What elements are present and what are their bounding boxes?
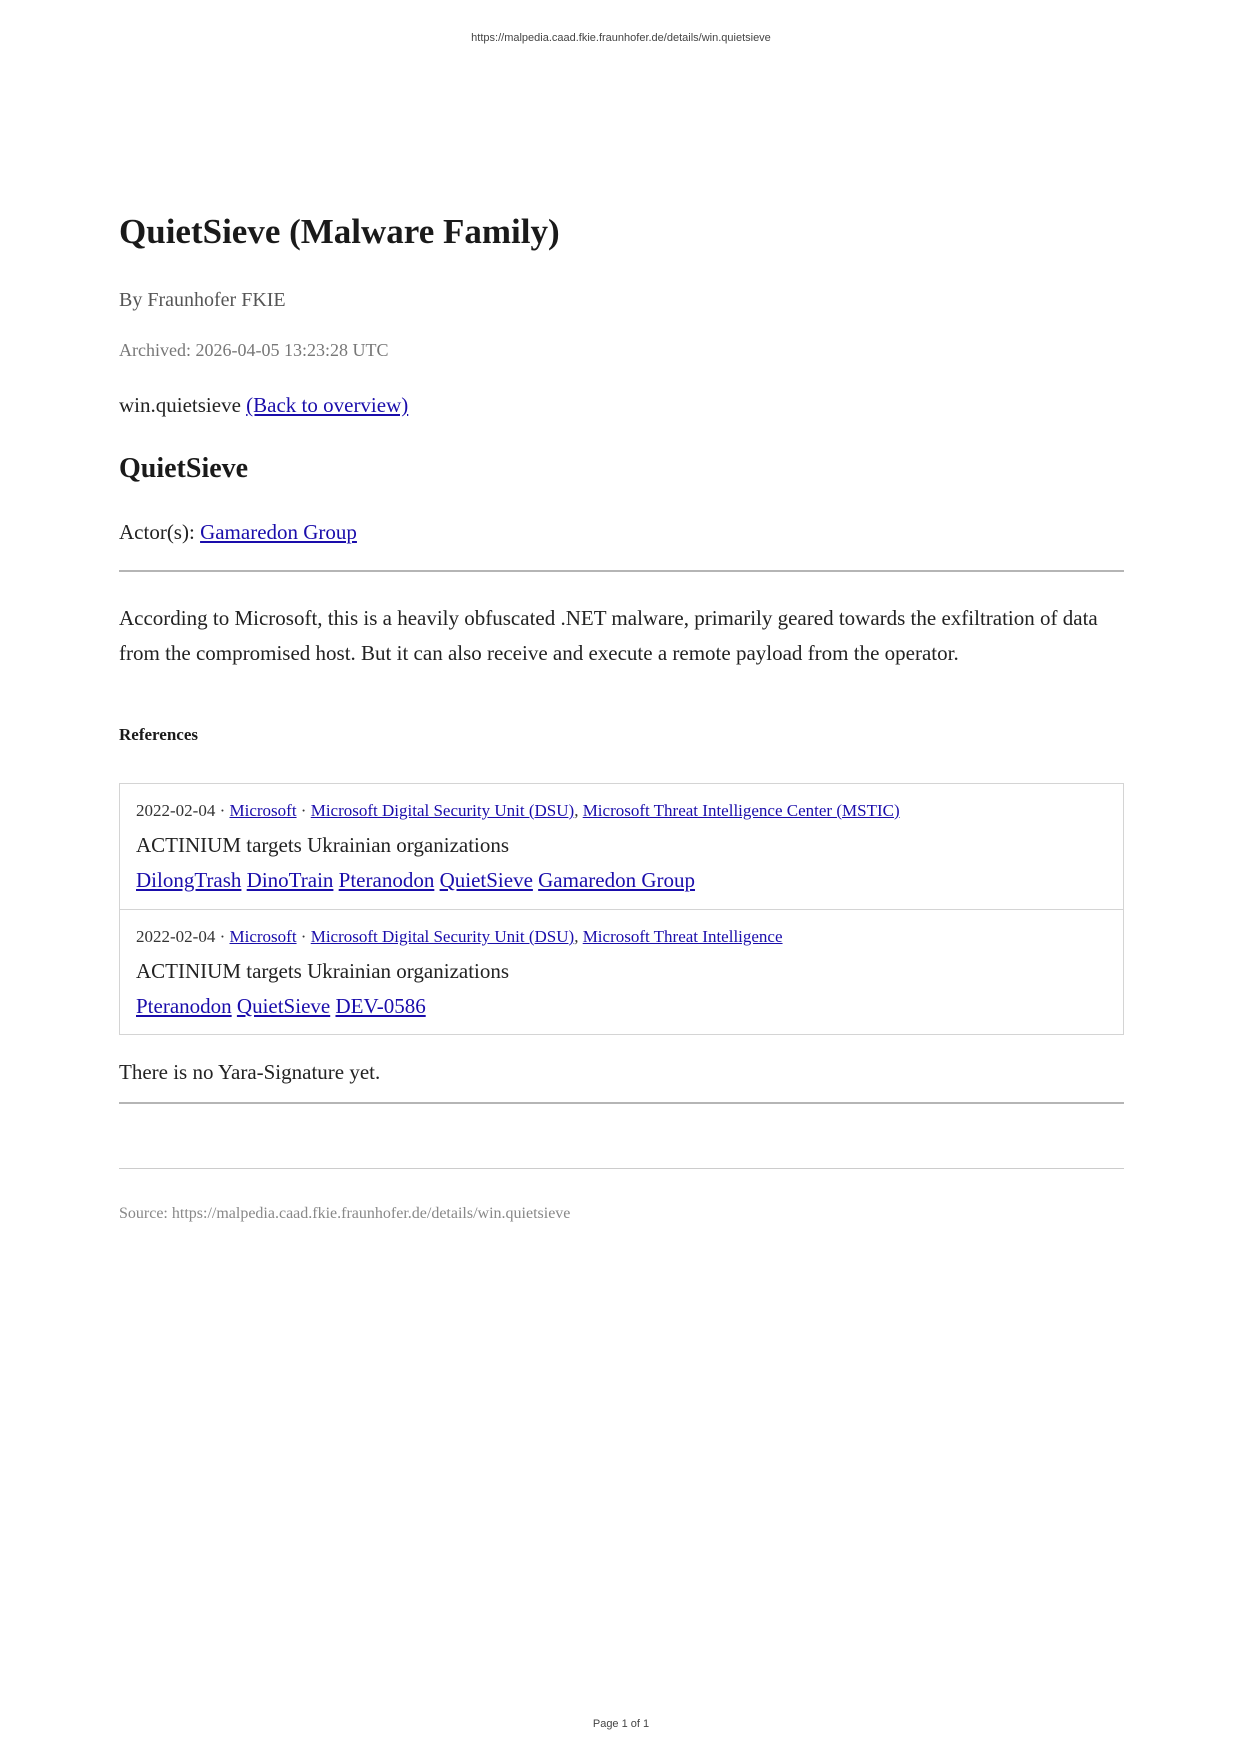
- reference-tag-link[interactable]: DEV-0586: [335, 994, 426, 1018]
- reference-meta: 2022-02-04 · Microsoft · Microsoft Digital Security Unit (DSU), Microsoft Threat Intelligence Center (MSTIC): [136, 801, 900, 820]
- actor-link[interactable]: Gamaredon Group: [200, 520, 357, 544]
- reference-meta: 2022-02-04 · Microsoft · Microsoft Digital Security Unit (DSU), Microsoft Threat Intelligence: [136, 927, 783, 946]
- reference-tag-link[interactable]: DinoTrain: [246, 868, 334, 892]
- reference-date: 2022-02-04: [136, 801, 216, 820]
- reference-date: 2022-02-04: [136, 927, 216, 946]
- reference-tag-link[interactable]: QuietSieve: [439, 868, 533, 892]
- back-to-overview-link[interactable]: (Back to overview): [246, 393, 409, 417]
- print-header-url: https://malpedia.caad.fkie.fraunhofer.de/details/win.quietsieve: [471, 32, 771, 44]
- family-description: According to Microsoft, this is a heavily obfuscated .NET malware, primarily geared towards the exfiltration of data from the compromised host. But it can also receive and execute a remote payload from the operator.: [119, 606, 1098, 665]
- reference-title: ACTINIUM targets Ukrainian organizations: [136, 833, 510, 857]
- page-number: Page 1 of 1: [592, 1718, 650, 1730]
- reference-author-link[interactable]: Microsoft Threat Intelligence Center (MSTIC): [582, 801, 900, 820]
- reference-item: [120, 784, 1123, 909]
- family-name-heading: QuietSieve: [119, 453, 249, 484]
- reference-tag-link[interactable]: QuietSieve: [236, 994, 331, 1018]
- divider: [119, 1168, 1124, 1169]
- yara-note: There is no Yara-Signature yet.: [119, 1060, 381, 1084]
- byline: By Fraunhofer FKIE: [119, 289, 286, 311]
- reference-publisher-link[interactable]: Microsoft: [229, 801, 297, 820]
- reference-author-link[interactable]: Microsoft Threat Intelligence: [582, 927, 783, 946]
- family-identifier: win.quietsieve: [119, 393, 241, 417]
- references-list: [119, 783, 1124, 1035]
- reference-tag-link[interactable]: DilongTrash: [136, 868, 242, 892]
- reference-tag-link[interactable]: Pteranodon: [338, 868, 435, 892]
- reference-tag-link[interactable]: Pteranodon: [136, 994, 232, 1018]
- reference-publisher-link[interactable]: Microsoft: [229, 927, 297, 946]
- source-line: Source: https://malpedia.caad.fkie.fraunhofer.de/details/win.quietsieve: [119, 1205, 571, 1222]
- identifier-line: [119, 393, 408, 418]
- reference-author-link[interactable]: Microsoft Digital Security Unit (DSU): [310, 927, 575, 946]
- reference-author-link[interactable]: Microsoft Digital Security Unit (DSU): [310, 801, 575, 820]
- actors-label: Actor(s):: [119, 520, 195, 544]
- reference-title: ACTINIUM targets Ukrainian organizations: [136, 959, 510, 983]
- reference-tags: [136, 994, 426, 1019]
- page-title: QuietSieve (Malware Family): [119, 212, 560, 251]
- actors-line: [119, 520, 357, 545]
- reference-item: [120, 909, 1123, 1034]
- reference-tag-link[interactable]: Gamaredon Group: [538, 868, 696, 892]
- divider: [119, 570, 1124, 572]
- divider: [119, 1102, 1124, 1104]
- references-heading: References: [119, 725, 198, 744]
- reference-tags: [136, 868, 695, 893]
- archived-timestamp: Archived: 2026-04-05 13:23:28 UTC: [119, 340, 389, 360]
